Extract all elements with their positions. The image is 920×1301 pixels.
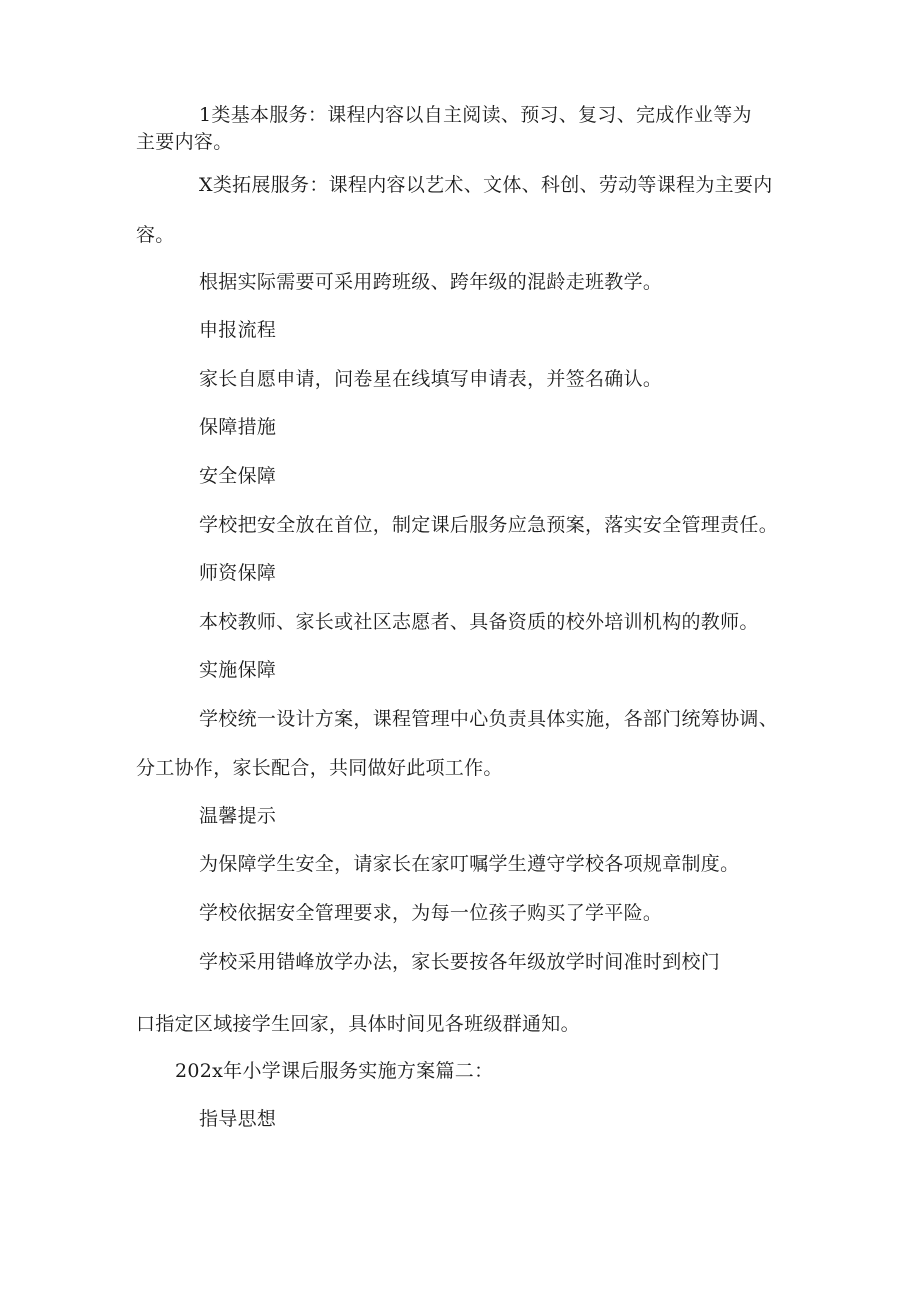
paragraph-line: 1类基本服务：课程内容以自主阅读、预习、复习、完成作业等为 [199,104,752,126]
paragraph-line: 为保障学生安全，请家长在家叮嘱学生遵守学校各项规章制度。 [199,853,740,875]
paragraph-line: 口指定区域接学生回家，具体时间见各班级群通知。 [136,1013,580,1035]
section-heading: 安全保障 [199,465,277,487]
section-heading: 师资保障 [199,562,277,584]
paragraph-line: 学校依据安全管理要求，为每一位孩子购买了学平险。 [199,902,663,924]
section-heading: 保障措施 [199,416,277,438]
paragraph-line: 家长自愿申请，问卷星在线填写申请表，并签名确认。 [199,368,663,390]
paragraph-line: 容。 [136,224,175,246]
section-heading: 申报流程 [199,319,277,341]
paragraph-line: 主要内容。 [136,131,233,153]
paragraph-line: X类拓展服务：课程内容以艺术、文体、科创、劳动等课程为主要内 [199,174,773,196]
paragraph-line: 根据实际需要可采用跨班级、跨年级的混龄走班教学。 [199,271,663,293]
section-heading: 温馨提示 [199,805,277,827]
section-heading: 指导思想 [199,1108,277,1130]
paragraph-line: 分工协作，家长配合，共同做好此项工作。 [136,757,503,779]
paragraph-line: 学校把安全放在首位，制定课后服务应急预案，落实安全管理责任。 [199,514,779,536]
chapter-title: 202x年小学课后服务实施方案篇二： [175,1060,494,1082]
paragraph-line: 本校教师、家长或社区志愿者、具备资质的校外培训机构的教师。 [199,611,759,633]
paragraph-line: 学校统一设计方案，课程管理中心负责具体实施，各部门统筹协调、 [199,708,779,730]
paragraph-line: 学校采用错峰放学办法，家长要按各年级放学时间准时到校门 [199,951,721,973]
section-heading: 实施保障 [199,659,277,681]
